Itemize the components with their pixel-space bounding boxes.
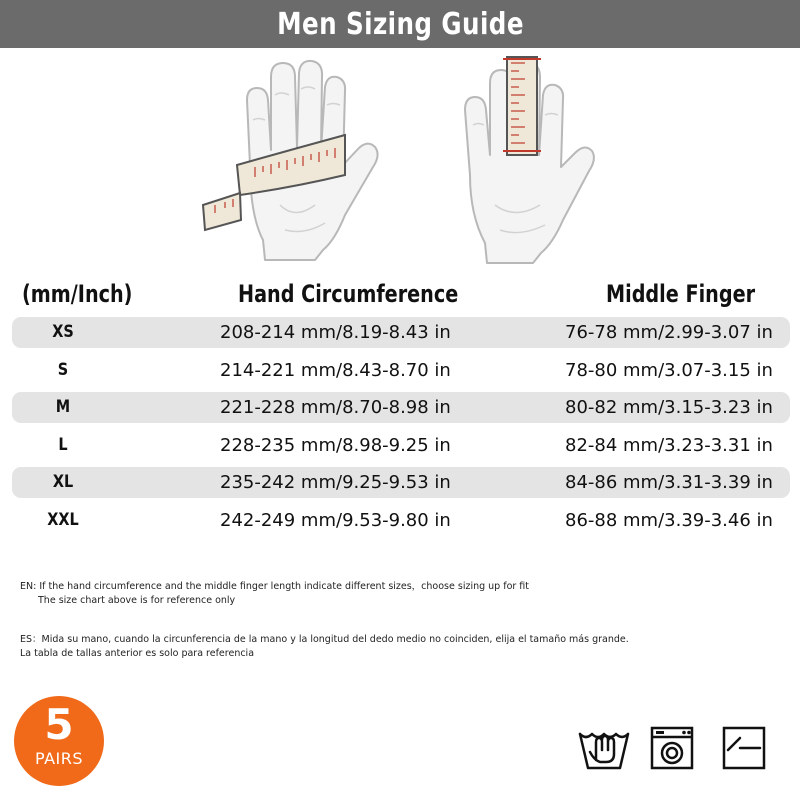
hand-circumference-icon	[195, 55, 385, 265]
table-row	[12, 467, 790, 498]
finger-value: 76-78 mm/2.99-3.07 in	[565, 322, 773, 343]
washing-machine-icon	[650, 726, 694, 770]
english-note: EN: If the hand circumference and the middle finger length indicate different sizes，choose sizing up for fit	[20, 581, 530, 592]
size-label: L	[58, 434, 68, 455]
finger-length-icon	[455, 55, 595, 265]
hand-wash-icon	[578, 724, 630, 772]
finger-value: 78-80 mm/3.07-3.15 in	[565, 359, 773, 381]
hand-value: 221-228 mm/8.70-8.98 in	[220, 397, 451, 418]
table-row	[12, 355, 790, 386]
size-table	[12, 317, 790, 542]
finger-value: 86-88 mm/3.39-3.46 in	[565, 509, 773, 531]
size-label: S	[57, 359, 69, 380]
line-dry-icon	[722, 726, 766, 770]
hand-value: 214-221 mm/8.43-8.70 in	[220, 359, 451, 381]
hand-value: 242-249 mm/9.53-9.80 in	[220, 509, 451, 531]
table-row	[12, 505, 790, 536]
hand-circumference-header: Hand Circumference	[238, 280, 459, 308]
hand-value: 228-235 mm/8.98-9.25 in	[220, 434, 451, 456]
spanish-disclaimer: La tabla de tallas anterior es solo para referencia	[20, 648, 255, 659]
finger-value: 80-82 mm/3.15-3.23 in	[565, 397, 773, 418]
size-label: XS	[52, 322, 74, 342]
size-label: XXL	[47, 509, 79, 530]
size-label: XL	[52, 472, 74, 492]
pack-count-number: 5	[44, 700, 74, 749]
finger-value: 84-86 mm/3.31-3.39 in	[565, 472, 773, 493]
table-row	[12, 392, 790, 423]
middle-finger-header: Middle Finger	[606, 280, 756, 308]
size-label: M	[55, 397, 71, 417]
page-title: Men Sizing Guide	[276, 6, 524, 42]
english-disclaimer: The size chart above is for reference only	[38, 595, 236, 606]
hand-value: 208-214 mm/8.19-8.43 in	[220, 322, 451, 343]
pack-count-label: PAIRS	[34, 749, 84, 768]
table-row	[12, 430, 790, 461]
spanish-note: ES：Mida su mano, cuando la circunferencia de la mano y la longitud del dedo medio no coinciden, elija el tamaño más grande.	[20, 634, 629, 645]
finger-value: 82-84 mm/3.23-3.31 in	[565, 434, 773, 456]
unit-column-header: (mm/Inch)	[22, 280, 133, 308]
pack-count-badge	[14, 696, 104, 786]
page-header	[0, 0, 800, 48]
hand-value: 235-242 mm/9.25-9.53 in	[220, 472, 451, 493]
table-row	[12, 317, 790, 348]
